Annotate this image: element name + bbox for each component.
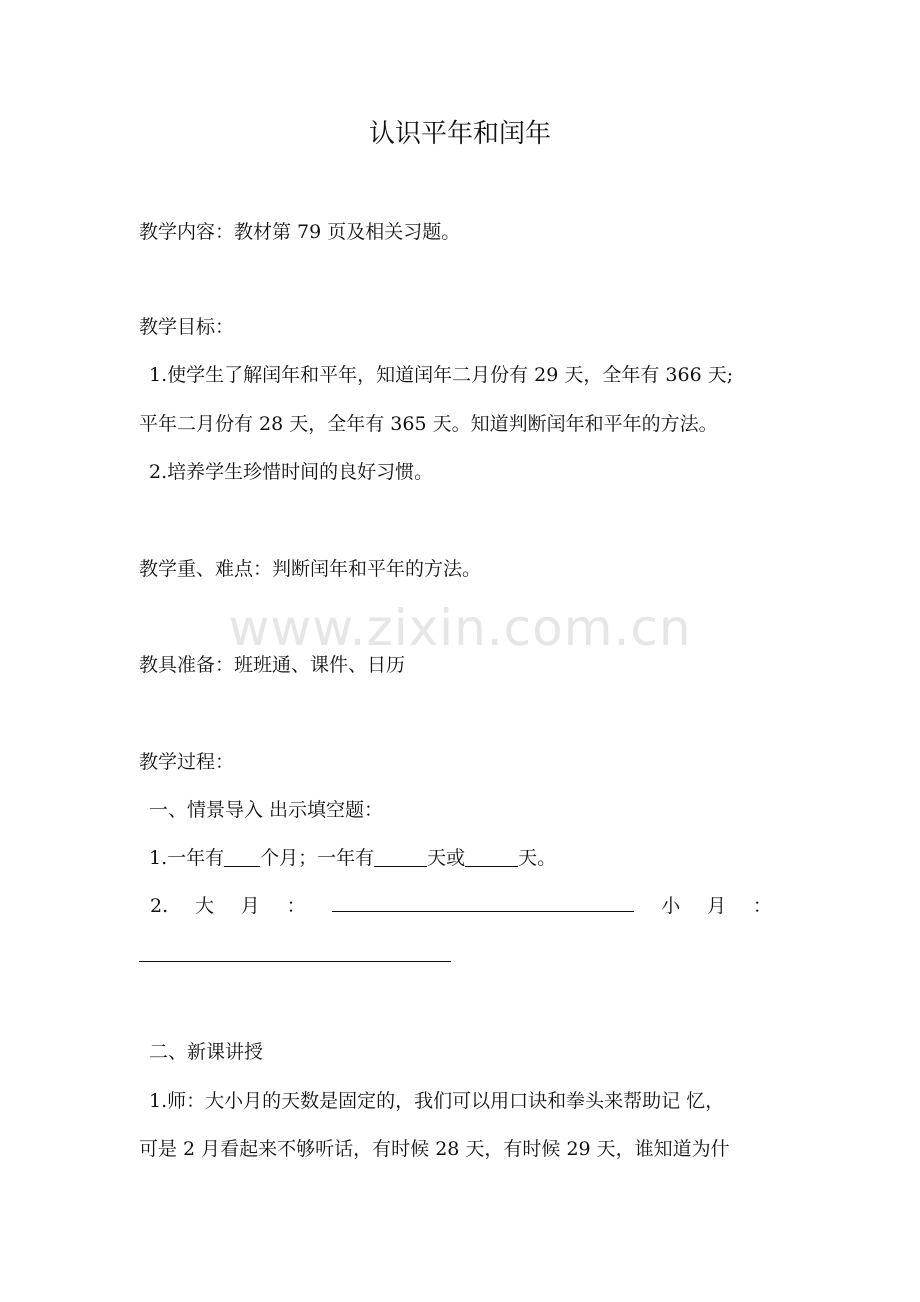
- teaching-tools: 教具准备：班班通、课件、日历: [139, 654, 406, 676]
- big-month-colon: ：: [286, 895, 306, 917]
- key-points: 教学重、难点：判断闰年和平年的方法。: [139, 558, 482, 580]
- teaching-content-label: 教学内容：: [139, 221, 235, 243]
- question-2-number: 2.: [150, 895, 169, 917]
- watermark: www.zixin.com.cn: [228, 599, 692, 657]
- teaching-content-text: 教材第 79 页及相关习题。: [234, 221, 461, 243]
- small-month-colon: ：: [752, 895, 772, 917]
- question-1-text-a: 1.一年有: [149, 847, 225, 869]
- objective-1-line-2: 平年二月份有 28 天，全年有 365 天。知道判断闰年和平年的方法。: [139, 413, 718, 435]
- process-heading: 教学过程：: [139, 751, 235, 773]
- paragraph-1-line-2: 可是 2 月看起来不够听话，有时候 28 天，有时候 29 天，谁知道为什: [139, 1138, 730, 1160]
- blank-small-months[interactable]: [139, 961, 451, 962]
- blank-big-months[interactable]: [332, 911, 634, 912]
- question-1-text-b: 个月；一年有: [260, 847, 375, 869]
- paragraph-1-line-1: 1.师：大小月的天数是固定的，我们可以用口诀和拳头来帮助记 忆，: [149, 1090, 725, 1112]
- blank-months[interactable]: [224, 866, 260, 867]
- question-1: [149, 849, 556, 868]
- page-title: 认识平年和闰年: [368, 119, 551, 149]
- question-1-text-c: 天或: [427, 847, 466, 869]
- blank-days-2[interactable]: [465, 866, 518, 867]
- objectives-heading: 教学目标：: [139, 316, 235, 338]
- objective-2: 2.培养学生珍惜时间的良好习惯。: [149, 461, 434, 483]
- objective-1-line-1: 1.使学生了解闰年和平年，知道闰年二月份有 29 天，全年有 366 天;: [149, 364, 734, 386]
- small-month-label-1: 小: [661, 895, 681, 917]
- big-month-label-1: 大: [194, 895, 214, 917]
- question-1-text-d: 天。: [518, 847, 557, 869]
- section-1-heading: 一、情景导入 出示填空题：: [149, 799, 384, 821]
- teaching-content: [139, 223, 460, 242]
- small-month-label-2: 月: [707, 895, 727, 917]
- blank-days-1[interactable]: [374, 866, 427, 867]
- section-2-heading: 二、新课讲授: [149, 1041, 264, 1063]
- big-month-label-2: 月: [240, 895, 260, 917]
- question-2: [150, 897, 772, 916]
